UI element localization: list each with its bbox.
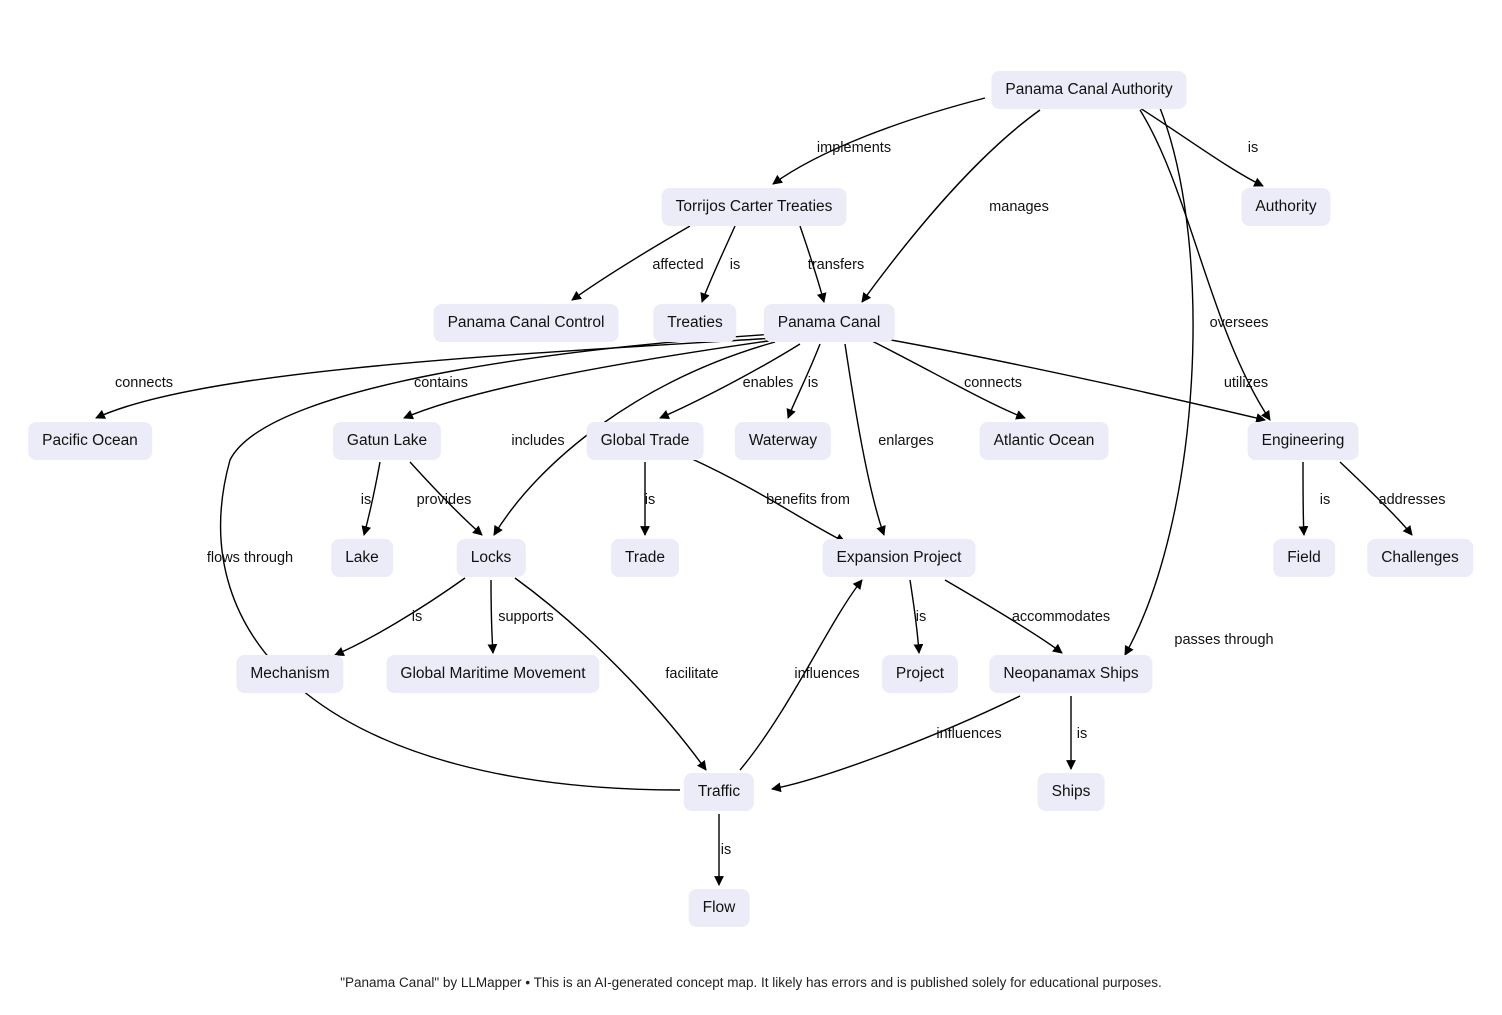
node-label: Gatun Lake (346, 432, 428, 450)
node-label: Trade (625, 549, 665, 567)
edge-label-is-treaties: is (729, 257, 741, 273)
edge-label-enlarges: enlarges (878, 433, 934, 449)
edge-label-influences-expansion: influences (794, 666, 860, 682)
node-panama-canal-authority[interactable] (991, 71, 1186, 109)
edge-label-is-flow: is (720, 842, 732, 858)
node-ships[interactable] (1038, 773, 1105, 811)
edge-label-oversees: oversees (1209, 315, 1269, 331)
node-label: Waterway (748, 432, 818, 450)
node-traffic[interactable] (684, 773, 754, 811)
node-mechanism[interactable] (236, 655, 343, 693)
edge-label-benefits-from: benefits from (766, 492, 850, 508)
node-lake[interactable] (331, 539, 393, 577)
node-neopanamax-ships[interactable] (989, 655, 1152, 693)
node-expansion-project[interactable] (823, 539, 976, 577)
node-label: Challenges (1381, 549, 1459, 567)
edge-label-transfers: transfers (807, 257, 865, 273)
edge-label-provides: provides (416, 492, 472, 508)
node-label: Panama Canal Authority (1005, 81, 1173, 99)
node-label: Ships (1051, 783, 1091, 801)
node-label: Mechanism (250, 665, 330, 683)
edge-label-contains: contains (413, 375, 469, 391)
edge-label-facilitate: facilitate (665, 666, 719, 682)
edge-is-mechanism (335, 578, 465, 655)
node-locks[interactable] (457, 539, 526, 577)
edge-label-is-project: is (915, 609, 927, 625)
edge-label-is-authority: is (1247, 140, 1259, 156)
edge-label-enables: enables (742, 375, 794, 391)
edge-label-connects-atlantic: connects (963, 375, 1023, 391)
node-gatun-lake[interactable] (333, 422, 441, 460)
node-challenges[interactable] (1367, 539, 1473, 577)
node-atlantic-ocean[interactable] (980, 422, 1109, 460)
edge-is-authority (1140, 108, 1263, 186)
edge-supports (491, 580, 493, 653)
node-engineering[interactable] (1248, 422, 1359, 460)
edge-label-passes-through: passes through (1174, 632, 1274, 648)
edge-is-field (1303, 462, 1304, 535)
node-label: Lake (345, 549, 379, 567)
edge-influences-traffic (772, 696, 1020, 789)
edge-label-is-field: is (1319, 492, 1331, 508)
node-label: Global Maritime Movement (400, 665, 586, 683)
node-label: Authority (1255, 198, 1317, 216)
node-label: Panama Canal (777, 314, 881, 332)
edge-label-is-trade: is (644, 492, 656, 508)
edge-utilizes (880, 338, 1265, 420)
node-authority[interactable] (1241, 188, 1330, 226)
edge-label-addresses: addresses (1378, 492, 1446, 508)
node-panama-canal[interactable] (764, 304, 895, 342)
edge-label-connects-pacific: connects (114, 375, 174, 391)
node-waterway[interactable] (735, 422, 831, 460)
node-label: Treaties (667, 314, 723, 332)
node-trade[interactable] (611, 539, 679, 577)
node-label: Torrijos Carter Treaties (675, 198, 833, 216)
node-field[interactable] (1273, 539, 1335, 577)
edge-label-accommodates: accommodates (1011, 609, 1111, 625)
node-label: Traffic (697, 783, 741, 801)
node-label: Expansion Project (836, 549, 962, 567)
node-treaties[interactable] (653, 304, 736, 342)
node-global-maritime-movement[interactable] (386, 655, 599, 693)
edge-label-supports: supports (498, 609, 554, 625)
node-label: Panama Canal Control (447, 314, 605, 332)
node-panama-canal-control[interactable] (434, 304, 619, 342)
node-label: Atlantic Ocean (993, 432, 1095, 450)
node-label: Pacific Ocean (42, 432, 138, 450)
attribution-footer: "Panama Canal" by LLMapper • This is an AI-generated concept map. It likely has errors and is published solely for educational purposes. (340, 975, 1162, 990)
edge-label-utilizes: utilizes (1223, 375, 1269, 391)
edge-label-is-waterway: is (807, 375, 819, 391)
edge-label-includes: includes (511, 433, 565, 449)
node-flow[interactable] (689, 889, 750, 927)
node-pacific-ocean[interactable] (28, 422, 152, 460)
edge-label-affected: affected (652, 257, 704, 273)
node-global-trade[interactable] (587, 422, 704, 460)
edge-label-flows-through: flows through (206, 550, 294, 566)
edge-label-manages: manages (989, 199, 1049, 215)
node-torrijos-carter-treaties[interactable] (662, 188, 847, 226)
edge-oversees (1140, 110, 1270, 420)
node-project[interactable] (882, 655, 958, 693)
edge-label-is-lake: is (360, 492, 372, 508)
edge-label-is-ships: is (1076, 726, 1088, 742)
node-label: Field (1287, 549, 1321, 567)
node-label: Flow (702, 899, 736, 917)
node-label: Project (895, 665, 945, 683)
node-label: Global Trade (600, 432, 690, 450)
node-label: Locks (470, 549, 512, 567)
node-label: Engineering (1261, 432, 1345, 450)
node-label: Neopanamax Ships (1003, 665, 1139, 683)
edge-label-is-mechanism: is (411, 609, 423, 625)
edge-label-influences-traffic: influences (936, 726, 1002, 742)
edge-label-implements: implements (816, 140, 892, 156)
edge-passes-through (1125, 108, 1193, 655)
